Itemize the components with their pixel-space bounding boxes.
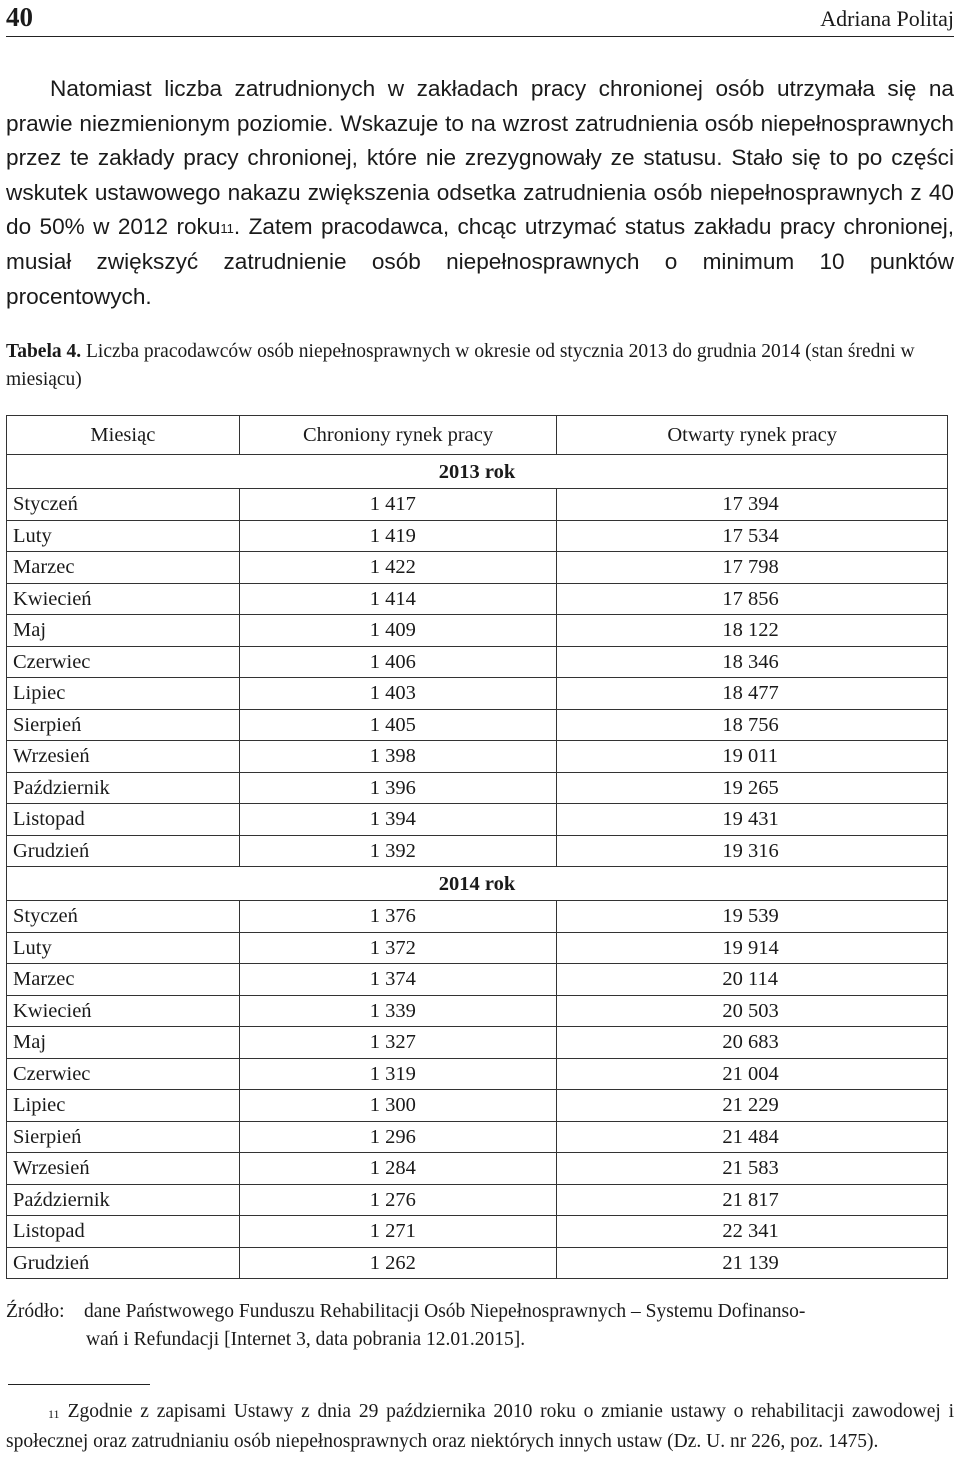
cell-protected-market: 1 414 xyxy=(239,583,557,615)
cell-protected-market: 1 376 xyxy=(239,901,557,933)
year-label-2014: 2014 rok xyxy=(7,867,948,901)
footnote-divider xyxy=(8,1384,150,1385)
cell-month: Październik xyxy=(7,1184,240,1216)
cell-open-market: 17 394 xyxy=(557,489,948,521)
cell-month: Grudzień xyxy=(7,1247,240,1279)
table-row xyxy=(7,964,948,996)
cell-month: Listopad xyxy=(7,1216,240,1248)
table-row xyxy=(7,552,948,584)
body-paragraph xyxy=(6,72,954,314)
cell-protected-market: 1 372 xyxy=(239,932,557,964)
cell-month: Wrzesień xyxy=(7,741,240,773)
table-row xyxy=(7,901,948,933)
cell-protected-market: 1 319 xyxy=(239,1058,557,1090)
cell-month: Listopad xyxy=(7,804,240,836)
cell-open-market: 19 265 xyxy=(557,772,948,804)
cell-month: Kwiecień xyxy=(7,583,240,615)
cell-open-market: 19 011 xyxy=(557,741,948,773)
table-row xyxy=(7,1153,948,1185)
cell-open-market: 21 229 xyxy=(557,1090,948,1122)
table-row xyxy=(7,1216,948,1248)
table-row xyxy=(7,932,948,964)
cell-month: Luty xyxy=(7,520,240,552)
table-row xyxy=(7,1058,948,1090)
column-header-month: Miesiąc xyxy=(7,416,240,455)
cell-open-market: 18 122 xyxy=(557,615,948,647)
table-row xyxy=(7,1027,948,1059)
cell-month: Luty xyxy=(7,932,240,964)
footnote xyxy=(6,1397,954,1456)
table-row xyxy=(7,489,948,521)
footnote-text: Zgodnie z zapisami Ustawy z dnia 29 października 2010 roku o zmianie ustawy o rehabilitacji zawodowej i społecznej oraz zatrudnianiu osób niepełnosprawnych oraz niektórych innych ustaw (Dz. U. nr 226, poz. 1475). xyxy=(6,1401,954,1452)
cell-open-market: 18 756 xyxy=(557,709,948,741)
cell-month: Marzec xyxy=(7,552,240,584)
table-row xyxy=(7,520,948,552)
cell-month: Sierpień xyxy=(7,1121,240,1153)
paragraph-text-part1: Natomiast liczba zatrudnionych w zakładach pracy chronionej osób utrzymała się na prawie niezmienionym poziomie. Wskazuje to na wzrost zatrudnienia osób niepełnosprawnych przez te zakłady pracy chronionej, które nie zrezygnowały ze statusu. Stało się to po części wskutek ustawowego nakazu zwiększenia odsetka zatrudnienia osób niepełnosprawnych z 40 do 50% w 2012 roku xyxy=(6,76,954,240)
cell-protected-market: 1 374 xyxy=(239,964,557,996)
cell-month: Styczeń xyxy=(7,901,240,933)
employers-table xyxy=(6,415,948,1279)
table-row xyxy=(7,741,948,773)
page-header xyxy=(6,0,954,37)
year-label-2013: 2013 rok xyxy=(7,455,948,489)
footnote-number: 11 xyxy=(48,1407,60,1421)
cell-open-market: 21 139 xyxy=(557,1247,948,1279)
table-caption-label: Tabela 4. xyxy=(6,341,82,362)
footnote-reference[interactable]: 11 xyxy=(220,221,234,237)
table-caption-text: Liczba pracodawców osób niepełnosprawnych w okresie od stycznia 2013 do grudnia 2014 (stan średni w miesiącu) xyxy=(6,341,915,390)
cell-open-market: 21 484 xyxy=(557,1121,948,1153)
cell-protected-market: 1 284 xyxy=(239,1153,557,1185)
table-row xyxy=(7,709,948,741)
cell-open-market: 19 914 xyxy=(557,932,948,964)
cell-protected-market: 1 403 xyxy=(239,678,557,710)
cell-open-market: 20 503 xyxy=(557,995,948,1027)
cell-month: Marzec xyxy=(7,964,240,996)
cell-protected-market: 1 262 xyxy=(239,1247,557,1279)
cell-open-market: 21 004 xyxy=(557,1058,948,1090)
source-line-1: dane Państwowego Funduszu Rehabilitacji Osób Niepełnosprawnych – Systemu Dofinanso- xyxy=(84,1301,806,1322)
cell-protected-market: 1 296 xyxy=(239,1121,557,1153)
table-row xyxy=(7,804,948,836)
running-head-author: Adriana Politaj xyxy=(820,6,954,31)
cell-open-market: 19 431 xyxy=(557,804,948,836)
table-row xyxy=(7,1184,948,1216)
cell-open-market: 17 856 xyxy=(557,583,948,615)
cell-open-market: 19 316 xyxy=(557,835,948,867)
cell-month: Październik xyxy=(7,772,240,804)
source-line-2: wań i Refundacji [Internet 3, data pobrania 12.01.2015]. xyxy=(86,1329,526,1350)
column-header-open-market: Otwarty rynek pracy xyxy=(557,416,948,455)
cell-protected-market: 1 394 xyxy=(239,804,557,836)
cell-month: Styczeń xyxy=(7,489,240,521)
table-row xyxy=(7,1090,948,1122)
cell-month: Sierpień xyxy=(7,709,240,741)
cell-protected-market: 1 300 xyxy=(239,1090,557,1122)
table-row xyxy=(7,678,948,710)
cell-protected-market: 1 271 xyxy=(239,1216,557,1248)
table-row xyxy=(7,615,948,647)
cell-open-market: 17 798 xyxy=(557,552,948,584)
cell-month: Czerwiec xyxy=(7,646,240,678)
year-row-2013 xyxy=(7,455,948,489)
table-row xyxy=(7,1121,948,1153)
cell-protected-market: 1 327 xyxy=(239,1027,557,1059)
cell-protected-market: 1 339 xyxy=(239,995,557,1027)
table-row xyxy=(7,772,948,804)
cell-open-market: 18 477 xyxy=(557,678,948,710)
cell-protected-market: 1 398 xyxy=(239,741,557,773)
cell-open-market: 17 534 xyxy=(557,520,948,552)
cell-open-market: 20 683 xyxy=(557,1027,948,1059)
cell-protected-market: 1 417 xyxy=(239,489,557,521)
cell-month: Grudzień xyxy=(7,835,240,867)
cell-month: Maj xyxy=(7,1027,240,1059)
cell-protected-market: 1 392 xyxy=(239,835,557,867)
cell-month: Wrzesień xyxy=(7,1153,240,1185)
cell-month: Lipiec xyxy=(7,678,240,710)
cell-month: Maj xyxy=(7,615,240,647)
cell-month: Kwiecień xyxy=(7,995,240,1027)
paragraph-text-part2: . Zatem pracodawca, chcąc utrzymać status zakładu pracy chronionej, musiał zwiększyć zatrudnienie osób niepełnosprawnych o minimum 10 punktów procentowych. xyxy=(6,214,954,309)
column-header-protected-market: Chroniony rynek pracy xyxy=(239,416,557,455)
source-label: Źródło: xyxy=(6,1301,65,1322)
table-row xyxy=(7,646,948,678)
page-number: 40 xyxy=(6,2,33,32)
cell-open-market: 19 539 xyxy=(557,901,948,933)
table-row xyxy=(7,583,948,615)
cell-open-market: 20 114 xyxy=(557,964,948,996)
cell-protected-market: 1 396 xyxy=(239,772,557,804)
cell-month: Czerwiec xyxy=(7,1058,240,1090)
cell-protected-market: 1 409 xyxy=(239,615,557,647)
cell-open-market: 18 346 xyxy=(557,646,948,678)
year-row-2014 xyxy=(7,867,948,901)
table-row xyxy=(7,1247,948,1279)
cell-protected-market: 1 422 xyxy=(239,552,557,584)
table-source xyxy=(6,1298,954,1354)
table-row xyxy=(7,835,948,867)
table-caption xyxy=(6,338,954,394)
cell-protected-market: 1 419 xyxy=(239,520,557,552)
cell-open-market: 21 817 xyxy=(557,1184,948,1216)
table-header-row xyxy=(7,416,948,455)
cell-protected-market: 1 276 xyxy=(239,1184,557,1216)
cell-open-market: 21 583 xyxy=(557,1153,948,1185)
table-row xyxy=(7,995,948,1027)
cell-protected-market: 1 406 xyxy=(239,646,557,678)
cell-month: Lipiec xyxy=(7,1090,240,1122)
cell-protected-market: 1 405 xyxy=(239,709,557,741)
cell-open-market: 22 341 xyxy=(557,1216,948,1248)
